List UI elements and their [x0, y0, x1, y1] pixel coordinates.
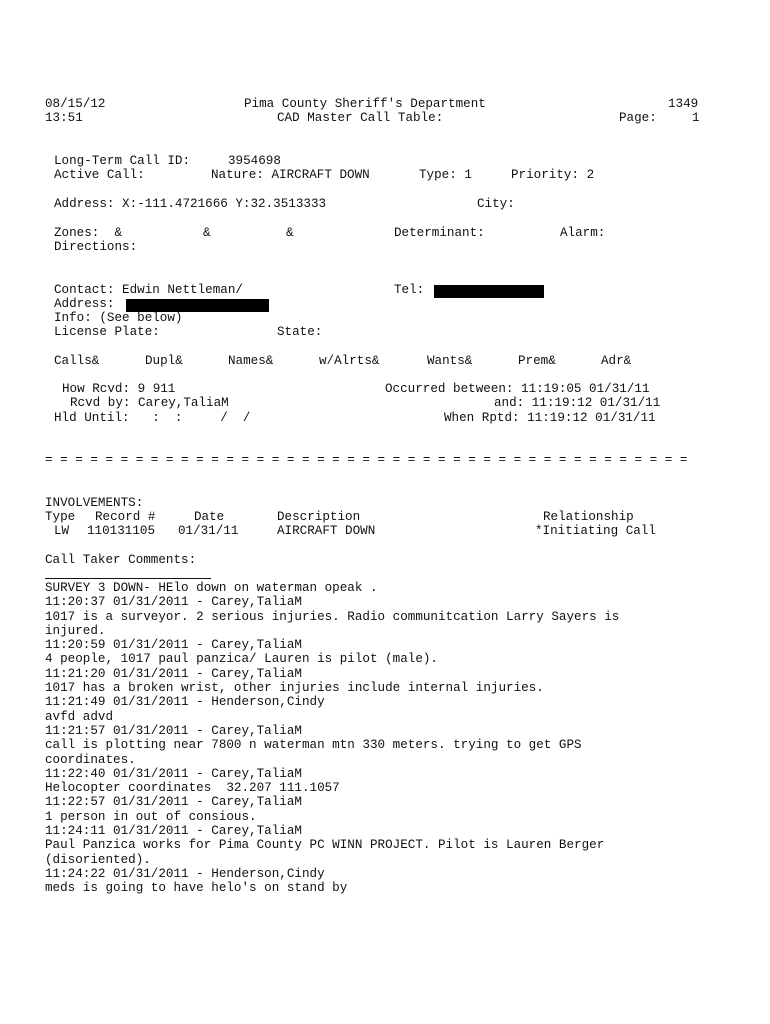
comment-line: 11:24:22 01/31/2011 - Henderson,Cindy — [45, 866, 325, 881]
state-label: State: — [277, 325, 323, 339]
call-priority: Priority: 2 — [511, 168, 595, 182]
comment-line: 11:20:37 01/31/2011 - Carey,TaliaM — [45, 595, 302, 610]
comment-line: SURVEY 3 DOWN- HElo down on waterman opeak . — [45, 581, 378, 595]
active-call-label: Active Call: — [54, 168, 145, 182]
flag-alerts: w/Alrts& — [319, 354, 380, 368]
involvements-title: INVOLVEMENTS: — [45, 496, 144, 510]
comments-body — [45, 581, 619, 896]
comment-line: 11:24:11 01/31/2011 - Carey,TaliaM — [45, 824, 302, 839]
comment-line: Helocopter coordinates 32.207 111.1057 — [45, 781, 340, 796]
long-term-call-id: 3954698 — [228, 154, 281, 168]
long-term-call-label: Long-Term Call ID: — [54, 154, 191, 168]
comment-line: 11:21:49 01/31/2011 - Henderson,Cindy — [45, 695, 325, 710]
report-number: 1349 — [668, 97, 699, 111]
license-plate-label: License Plate: — [54, 325, 160, 339]
column-header-date: Date — [194, 510, 225, 524]
occurred-and: and: 11:19:12 01/31/11 — [494, 396, 661, 410]
city-label: City: — [477, 197, 515, 211]
report-date: 08/15/12 — [45, 97, 106, 111]
flag-names: Names& — [228, 354, 274, 368]
flag-adr: Adr& — [601, 354, 632, 368]
zones-label: Zones: & — [54, 226, 123, 240]
comment-line: 4 people, 1017 paul panzica/ Lauren is pilot (male). — [45, 652, 438, 667]
directions-label: Directions: — [54, 240, 138, 254]
contact-address-label: Address: — [54, 297, 115, 311]
determinant-label: Determinant: — [394, 226, 485, 240]
comment-line: 1017 has a broken wrist, other injuries include internal injuries. — [45, 681, 544, 696]
comment-line: meds is going to have helo's on stand by — [45, 881, 348, 896]
comment-line: 1017 is a surveyor. 2 serious injuries. Radio communitcation Larry Sayers is — [45, 609, 620, 624]
comment-line: 1 person in out of consious. — [45, 809, 257, 824]
call-nature: Nature: AIRCRAFT DOWN — [211, 168, 370, 182]
comment-line: (disoriented). — [45, 852, 151, 867]
column-header-type: Type — [45, 510, 76, 524]
involvement-type: LW — [54, 524, 70, 538]
when-reported: When Rptd: 11:19:12 01/31/11 — [444, 411, 656, 425]
tel-label: Tel: — [394, 283, 425, 297]
comments-underline — [45, 578, 211, 579]
page-number: 1 — [692, 111, 700, 125]
address-coordinates: Address: X:-111.4721666 Y:32.3513333 — [54, 197, 327, 211]
page-label: Page: — [619, 111, 657, 125]
involvement-date: 01/31/11 — [178, 524, 239, 538]
flag-calls: Calls& — [54, 354, 100, 368]
comment-line: call is plotting near 7800 n waterman mtn 330 meters. trying to get GPS — [45, 738, 582, 753]
comment-line: Paul Panzica works for Pima County PC WINN PROJECT. Pilot is Lauren Berger — [45, 838, 605, 853]
call-type: Type: 1 — [419, 168, 472, 182]
involvement-record: 110131105 — [87, 524, 156, 538]
involvement-description: AIRCRAFT DOWN — [277, 524, 376, 538]
comments-title: Call Taker Comments: — [45, 553, 197, 567]
redaction-bar — [434, 285, 544, 298]
comment-line: 11:20:59 01/31/2011 - Carey,TaliaM — [45, 638, 302, 653]
department-name: Pima County Sheriff's Department — [244, 97, 486, 111]
table-title: CAD Master Call Table: — [277, 111, 444, 125]
alarm-label: Alarm: — [560, 226, 606, 240]
comment-line: 11:22:57 01/31/2011 - Carey,TaliaM — [45, 795, 302, 810]
column-header-description: Description — [277, 510, 361, 524]
comment-line: coordinates. — [45, 752, 136, 767]
involvement-relationship: *Initiating Call — [535, 524, 656, 538]
comment-line: 11:21:20 01/31/2011 - Carey,TaliaM — [45, 666, 302, 681]
flag-prem: Prem& — [518, 354, 556, 368]
hold-until: Hld Until: : : / / — [54, 411, 251, 425]
comment-line: injured. — [45, 623, 106, 638]
column-header-record: Record # — [95, 510, 156, 524]
comment-line: avfd advd — [45, 709, 114, 724]
flag-wants: Wants& — [427, 354, 473, 368]
zone-ampersand: & — [203, 226, 211, 240]
contact-line: Contact: Edwin Nettleman/ — [54, 283, 243, 297]
zone-ampersand: & — [286, 226, 294, 240]
comment-line: 11:22:40 01/31/2011 - Carey,TaliaM — [45, 766, 302, 781]
column-header-relationship: Relationship — [543, 510, 634, 524]
how-received: How Rcvd: 9 911 — [62, 382, 176, 396]
occurred-between: Occurred between: 11:19:05 01/31/11 — [385, 382, 650, 396]
separator-line: = = = = = = = = = = = = = = = = = = = = = = = = = = = = = = = = = = = = = = = = = = = — [45, 453, 688, 467]
info-line: Info: (See below) — [54, 311, 183, 325]
report-time: 13:51 — [45, 111, 83, 125]
flag-dupl: Dupl& — [145, 354, 183, 368]
comment-line: 11:21:57 01/31/2011 - Carey,TaliaM — [45, 723, 302, 738]
received-by: Rcvd by: Carey,TaliaM — [70, 396, 229, 410]
